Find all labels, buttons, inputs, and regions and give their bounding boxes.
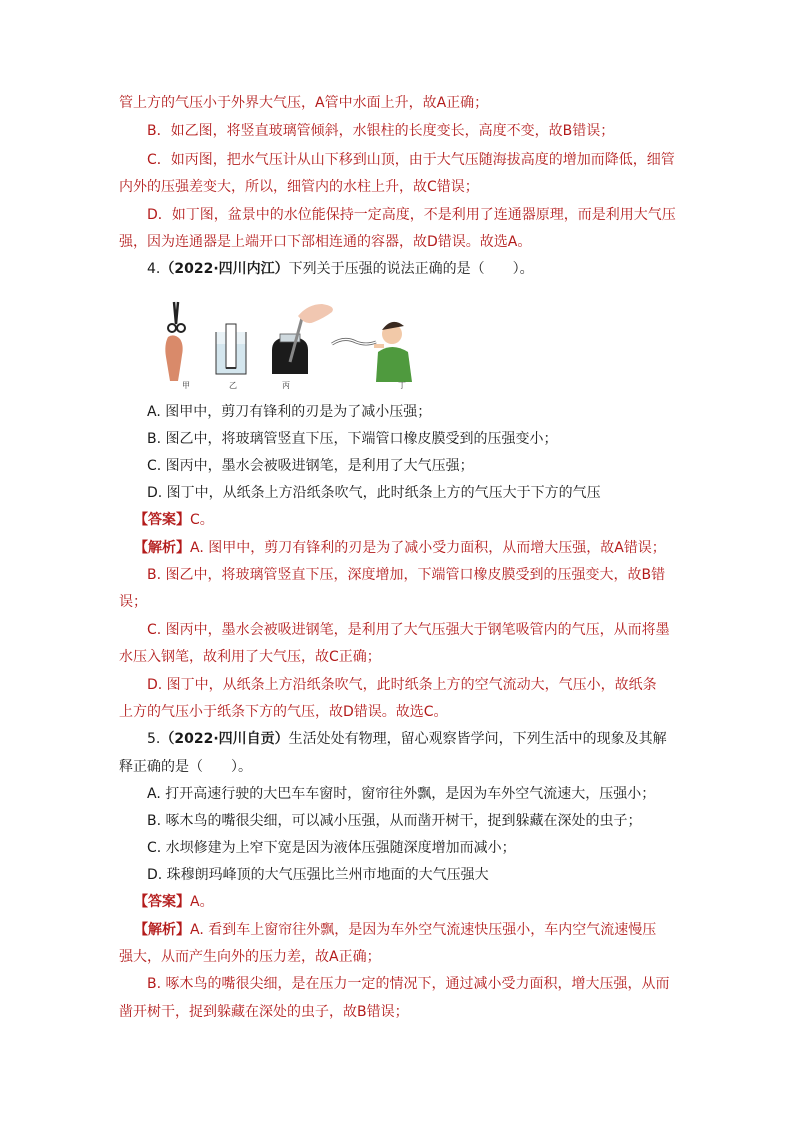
question-number: 5. <box>147 731 161 747</box>
option-b: B. 图乙中，将玻璃管竖直下压，下端管口橡皮膜受到的压强变小； <box>147 431 558 447</box>
option-c: C. 图丙中，墨水会被吸进钢笔，是利用了大气压强； <box>147 458 474 474</box>
figure-caption: 乙 <box>229 381 237 390</box>
figure-caption: 丁 <box>398 381 406 390</box>
text-line: 管上方的气压小于外界大气压，A管中水面上升，故A正确； <box>119 95 489 111</box>
option-c: C. 水坝修建为上窄下宽是因为液体压强随深度增加而减小； <box>147 840 516 856</box>
answer-tag: 【答案】 <box>134 894 190 910</box>
boy-blowing-paper-illustration <box>332 322 412 382</box>
answer-value: A。 <box>190 894 214 910</box>
ink-bottle-pen-illustration <box>272 304 333 374</box>
explanation-line <box>134 538 694 558</box>
explanation-text: A. 看到车上窗帘往外飘，是因为车外空气流速快压强小，车内空气流速慢压 <box>190 922 657 938</box>
explanation-tag: 【解析】 <box>134 540 190 556</box>
question-text: 生活处处有物理，留心观察皆学问，下列生活中的现象及其解 <box>288 731 667 747</box>
explanation-tag: 【解析】 <box>134 922 190 938</box>
option-a: A. 图甲中，剪刀有锋利的刃是为了减小压强； <box>147 404 432 420</box>
figure-caption: 甲 <box>182 381 190 390</box>
answer-line <box>134 510 694 530</box>
question-4-stem <box>147 259 707 279</box>
explanation-line <box>134 920 694 940</box>
answer-line <box>134 892 694 912</box>
text-line: B. 啄木鸟的嘴很尖细，是在压力一定的情况下，通过减小受力面积，增大压强，从而 <box>147 976 670 992</box>
text-line: 上方的气压小于纸条下方的气压，故D错误。故选C。 <box>119 704 448 720</box>
text-line: B. 图乙中，将玻璃管竖直下压，深度增加，下端管口橡皮膜受到的压强变大，故B错 <box>147 567 666 583</box>
figure-caption: 丙 <box>282 381 290 390</box>
text-line: C. 图丙中，墨水会被吸进钢笔，是利用了大气压强大于钢笔吸管内的气压，从而将墨 <box>147 622 670 638</box>
question-source: （2022·四川内江） <box>160 261 289 277</box>
text-line: C．如丙图，把水气压计从山下移到山顶，由于大气压随海拔高度的增加而降低，细管 <box>147 152 675 168</box>
text-line: 凿开树干，捉到躲藏在深处的虫子，故B错误； <box>119 1004 409 1020</box>
text-line: 强大，从而产生向外的压力差，故A正确； <box>119 949 381 965</box>
question-5-stem <box>147 729 707 749</box>
text-line: D．如丁图，盆景中的水位能保持一定高度，不是利用了连通器原理，而是利用大气压 <box>147 207 676 223</box>
text-line: 误； <box>119 594 147 610</box>
figure-illustrations <box>160 292 420 392</box>
question-text: 下列关于压强的说法正确的是（ ）。 <box>288 261 534 277</box>
question-number: 4. <box>147 261 161 277</box>
answer-tag: 【答案】 <box>134 512 190 528</box>
answer-value: C。 <box>190 512 214 528</box>
option-a: A. 打开高速行驶的大巴车车窗时，窗帘往外飘，是因为车外空气流速大，压强小； <box>147 786 656 802</box>
option-b: B. 啄木鸟的嘴很尖细，可以减小压强，从而凿开树干，捉到躲藏在深处的虫子； <box>147 813 642 829</box>
question-source: （2022·四川自贡） <box>160 731 289 747</box>
text-line: 强，因为连通器是上端开口下部相连通的容器，故D错误。故选A。 <box>119 234 532 250</box>
question-text: 释正确的是（ ）。 <box>119 759 252 775</box>
explanation-text: A. 图甲中，剪刀有锋利的刃是为了减小受力面积，从而增大压强，故A错误； <box>190 540 666 556</box>
text-line: B．如乙图，将竖直玻璃管倾斜，水银柱的长度变长，高度不变，故B错误； <box>147 123 615 139</box>
text-line: D. 图丁中，从纸条上方沿纸条吹气，此时纸条上方的空气流动大，气压小，故纸条 <box>147 677 657 693</box>
option-d: D. 珠穆朗玛峰顶的大气压强比兰州市地面的大气压强大 <box>147 867 489 883</box>
text-line: 内外的压强差变大，所以，细管内的水柱上升，故C错误； <box>119 179 479 195</box>
question-4-figure <box>160 292 420 392</box>
option-d: D. 图丁中，从纸条上方沿纸条吹气，此时纸条上方的气压大于下方的气压 <box>147 485 601 501</box>
scissors-hand-illustration <box>165 302 185 381</box>
text-line: 水压入钢笔，故利用了大气压，故C正确； <box>119 649 381 665</box>
beaker-tube-illustration <box>216 324 246 374</box>
